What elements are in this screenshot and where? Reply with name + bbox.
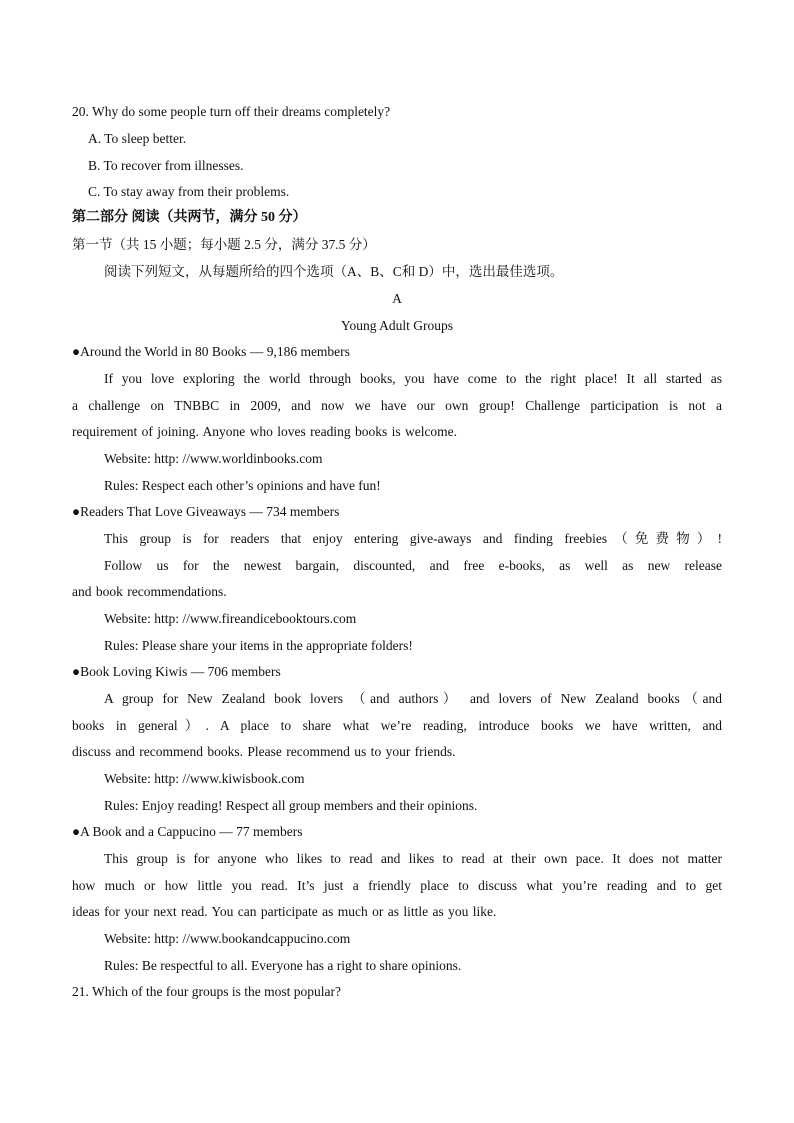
group-description-line: ideas for your next read. You can participate as much or as little as you like. (72, 904, 497, 919)
question-20: 20. Why do some people turn off their dreams completely? (72, 104, 391, 119)
group-description-line: This group is for anyone who likes to read and likes to read at their own pace. It does not matter (104, 851, 722, 866)
group-description-line: Follow us for the newest bargain, discounted, and free e-books, as well as new release (104, 558, 722, 573)
group-rules: Rules: Please share your items in the appropriate folders! (104, 638, 413, 653)
group-description-line: This group is for readers that enjoy entering give-aways and finding freebies（免费物）! (104, 531, 722, 546)
question-21: 21. Which of the four groups is the most popular? (72, 984, 341, 999)
passage-title: Young Adult Groups (341, 318, 453, 333)
group-website: Website: http: //www.bookandcappucino.com (104, 931, 351, 946)
group-website: Website: http: //www.worldinbooks.com (104, 451, 323, 466)
group-heading: ●Readers That Love Giveaways — 734 members (72, 504, 340, 519)
group-rules: Rules: Be respectful to all. Everyone has a right to share opinions. (104, 958, 462, 973)
group-description-line: how much or how little you read. It’s just a friendly place to discuss what you’re reading and to get (72, 878, 722, 893)
q20-option-a: A. To sleep better. (88, 131, 187, 146)
group-rules: Rules: Respect each other’s opinions and have fun! (104, 478, 381, 493)
group-description-line: and book recommendations. (72, 584, 227, 599)
part-two-title: 第二部分 阅读（共两节，满分 50 分） (72, 210, 307, 225)
group-rules: Rules: Enjoy reading! Respect all group members and their opinions. (104, 798, 478, 813)
group-heading: ●Book Loving Kiwis — 706 members (72, 664, 281, 679)
group-heading: ●A Book and a Cappucino — 77 members (72, 824, 303, 839)
q20-option-b: B. To recover from illnesses. (88, 158, 244, 173)
group-heading: ●Around the World in 80 Books — 9,186 members (72, 344, 350, 359)
section-one-title: 第一节（共 15 小题；每小题 2.5 分，满分 37.5 分） (72, 237, 376, 252)
q20-option-c: C. To stay away from their problems. (88, 184, 290, 199)
group-description-line: discuss and recommend books. Please recommend us to your friends. (72, 744, 456, 759)
group-description-line: If you love exploring the world through books, you have come to the right place! It all started as (104, 371, 722, 386)
group-website: Website: http: //www.fireandicebooktours.com (104, 611, 357, 626)
group-description-line: a challenge on TNBBC in 2009, and now we have our own group! Challenge participation is not a (72, 398, 722, 413)
group-description-line: A group for New Zealand book lovers （and authors） and lovers of New Zealand books（and (104, 691, 722, 706)
group-description-line: requirement of joining. Anyone who loves reading books is welcome. (72, 424, 458, 439)
group-description-line: books in general）. A place to share what we’re reading, introduce books we have written, and (72, 718, 722, 733)
passage-letter: A (392, 291, 402, 306)
group-website: Website: http: //www.kiwisbook.com (104, 771, 305, 786)
reading-instruction: 阅读下列短文，从每题所给的四个选项（A、B、C和 D）中，选出最佳选项。 (104, 264, 564, 279)
